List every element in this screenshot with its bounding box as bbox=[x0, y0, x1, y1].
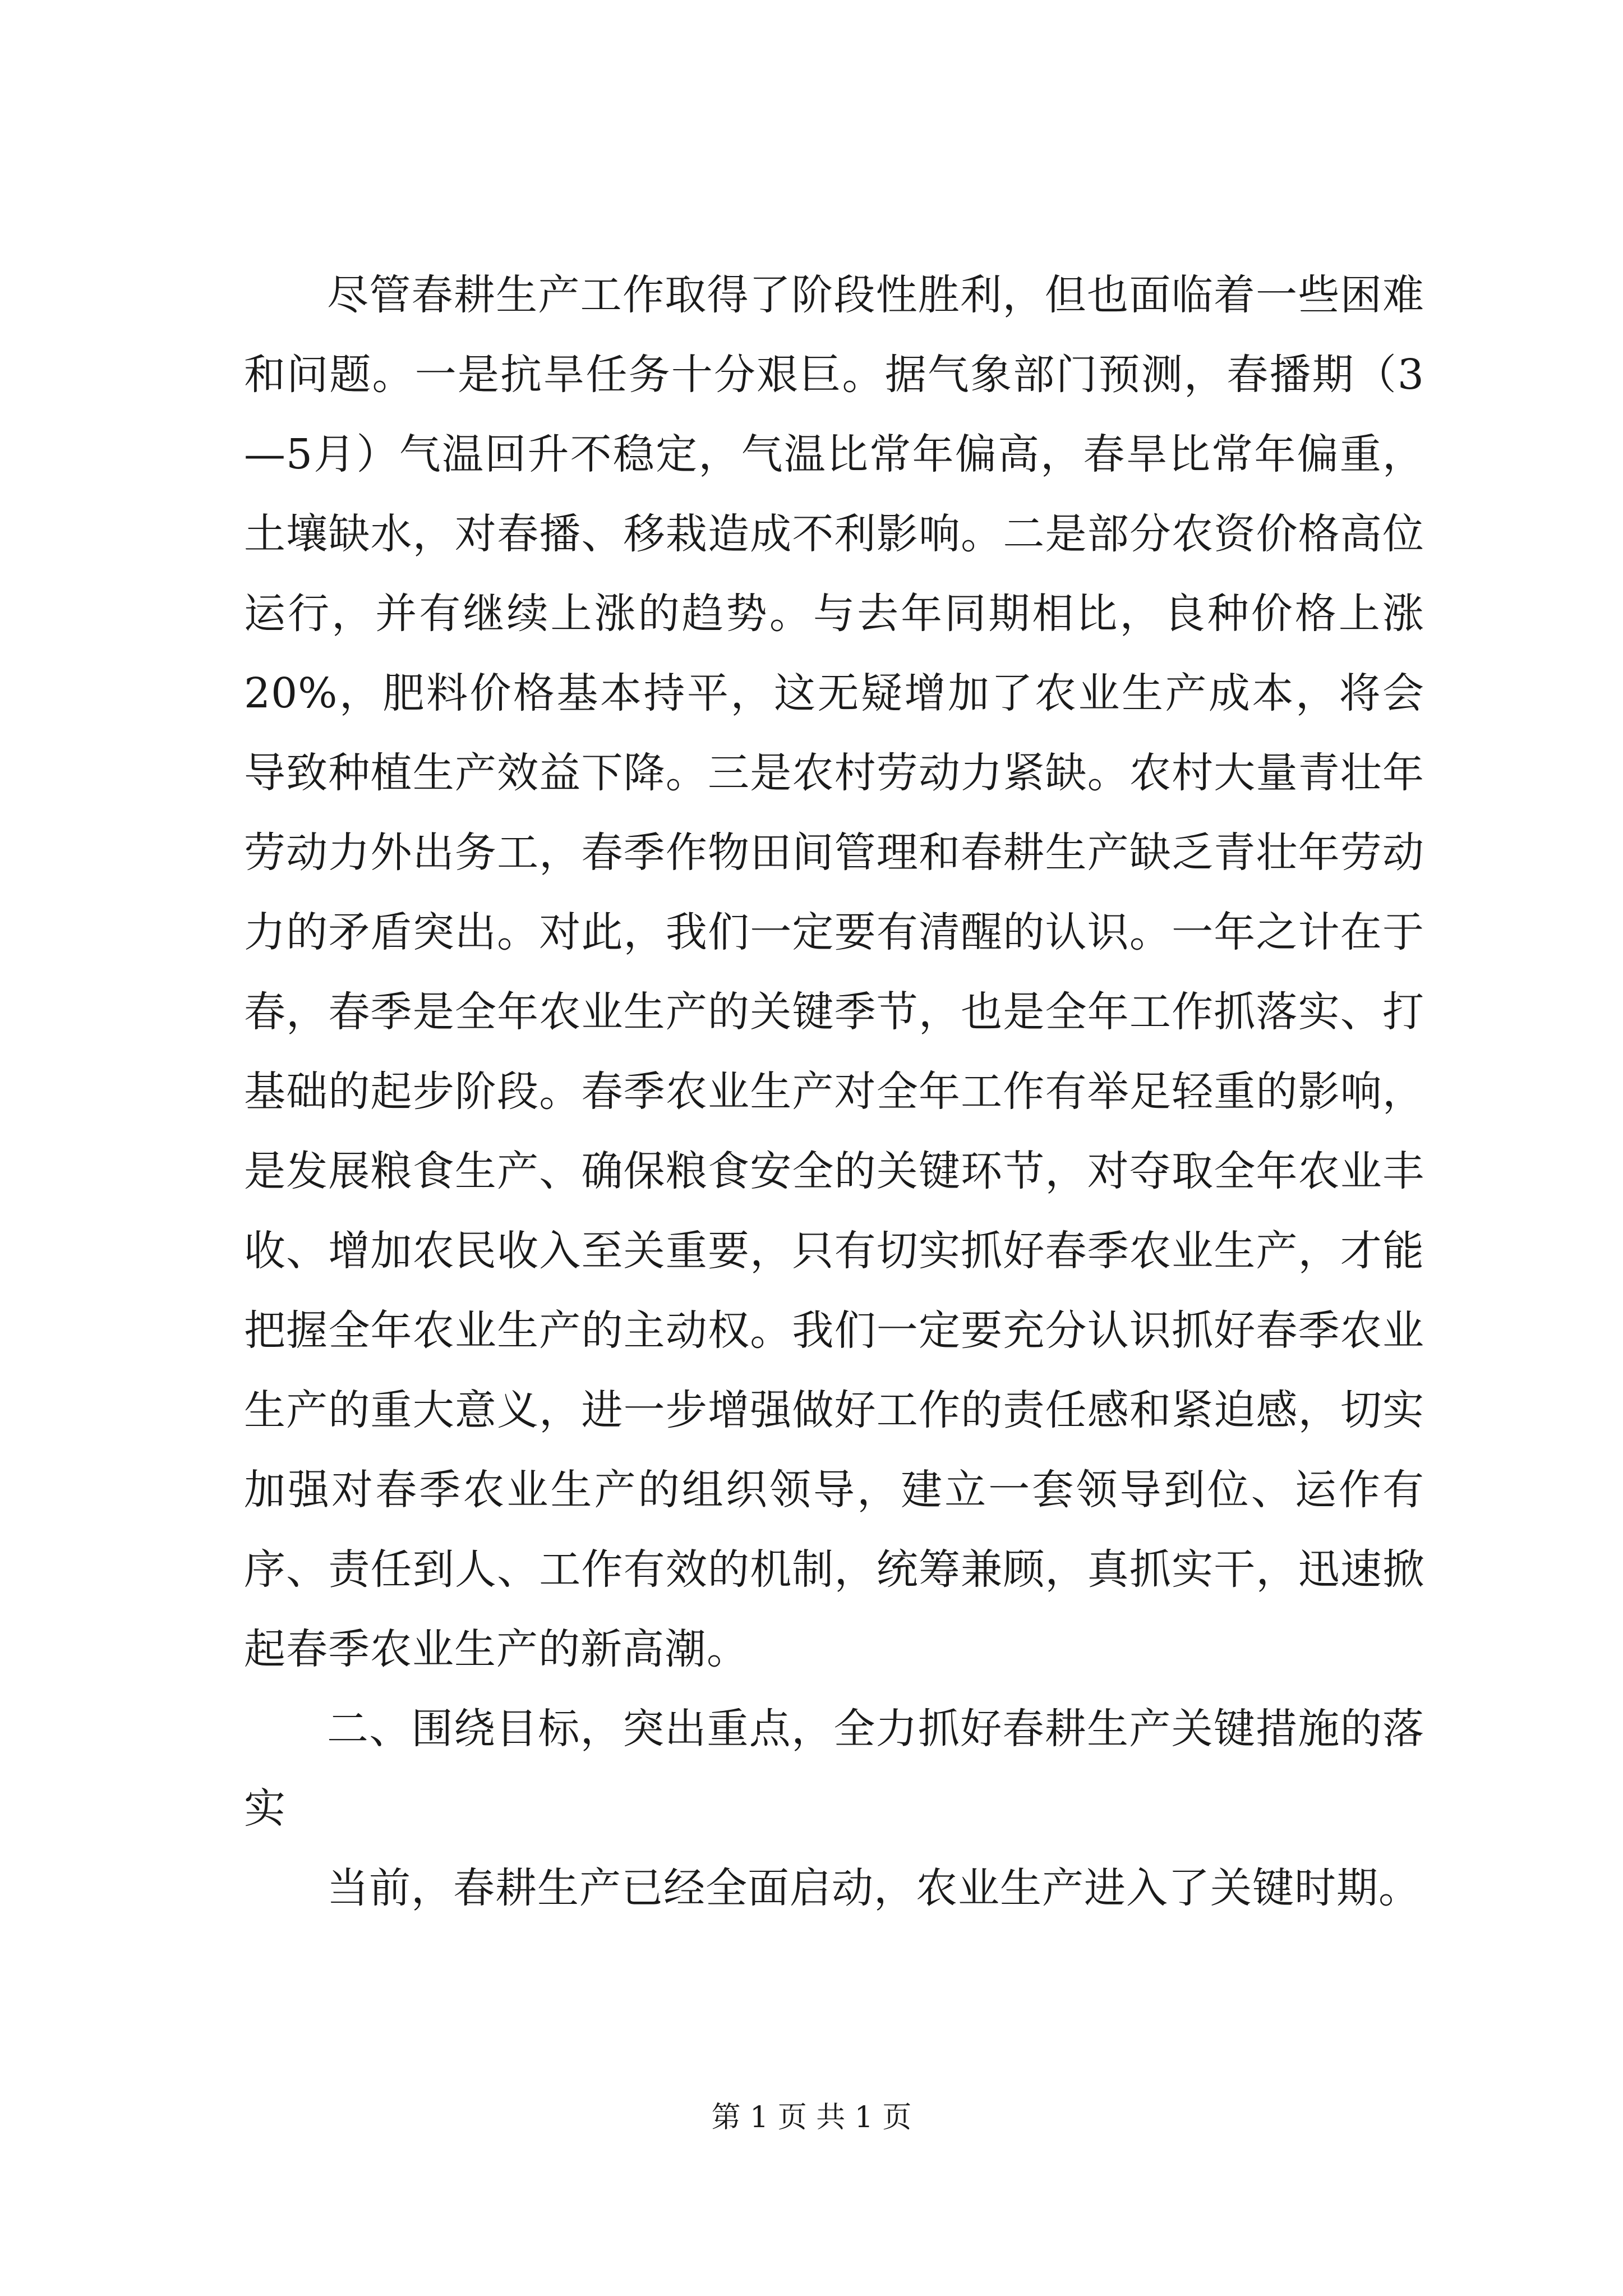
closing-paragraph: 当前，春耕生产已经全面启动，农业生产进入了关键时期。 bbox=[327, 1864, 1421, 1912]
page-footer: 第 1 页 共 1 页 bbox=[711, 2101, 912, 2134]
body-paragraph: 尽管春耕生产工作取得了阶段性胜利，但也面临着一些困难和问题。一是抗旱任务十分艰巨。据气象部门预测，春播期（3—5月）气温回升不稳定，气温比常年偏高，春旱比常年偏重，土壤缺水，对春播、移栽造成不利影响。二是部分农资价格高位运行，并有继续上涨的趋势。与去年同期相比，良种价格上涨20%，肥料价格基本持平，这无疑增加了农业生产成本，将会导致种植生产效益下降。三是农村劳动力紧缺。农村大量青壮年劳动力外出务工，春季作物田间管理和春耕生产缺乏青壮年劳动力的矛盾突出。对此，我们一定要有清醒的认识。一年之计在于春，春季是全年农业生产的关键季节，也是全年工作抓落实、打基础的起步阶段。春季农业生产对全年工作有举足轻重的影响，是发展粮食生产、确保粮食安全的关键环节，对夺取全年农业丰收、增加农民收入至关重要，只有切实抓好春季农业生产，才能把握全年农业生产的主动权。我们一定要充分认识抓好春季农业生产的重大意义，进一步增强做好工作的责任感和紧迫感，切实加强对春季农业生产的组织领导，建立一套领导到位、运作有序、责任到人、工作有效的机制，统筹兼顾，真抓实干，迅速掀起春季农业生产的新高潮。 bbox=[244, 271, 1424, 1673]
section-heading: 二、围绕目标，突出重点，全力抓好春耕生产关键措施的落实 bbox=[244, 1705, 1424, 1833]
document-body bbox=[244, 255, 1424, 1928]
